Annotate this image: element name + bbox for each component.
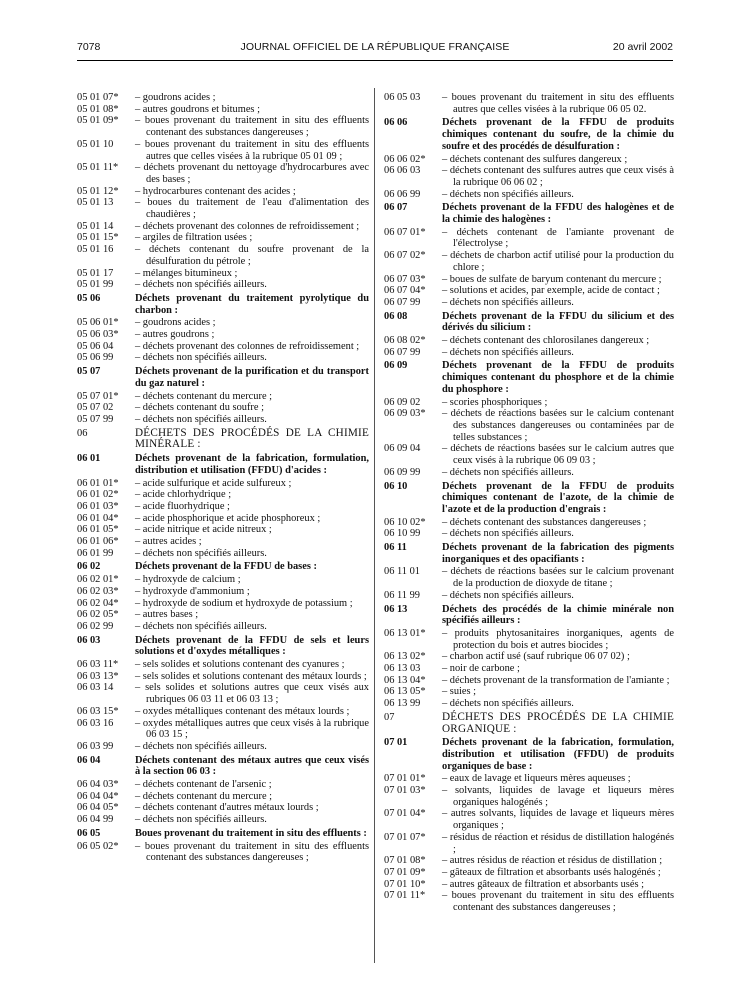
waste-entry [77,489,369,501]
waste-code: 07 01 08* [384,855,426,867]
waste-description: – déchets contenant de l'arsenic ; [135,779,272,791]
waste-code: 06 13 03 [384,663,421,675]
waste-description: – hydroxyde de calcium ; [135,574,241,586]
waste-code: 06 06 [384,117,408,129]
waste-description: Déchets provenant de la FFDU des halogènes et de la chimie des halogènes : [442,202,674,226]
waste-code: 06 01 03* [77,500,119,512]
waste-code: 06 10 02* [384,516,426,528]
waste-description: – hydroxyde d'ammonium ; [135,585,250,597]
left-column [77,92,369,864]
waste-description: – boues provenant du traitement in situ des effluents contenant des substances dangereuses ; [135,840,369,864]
waste-code: 06 05 [77,827,101,839]
waste-code: 06 04 03* [77,779,119,791]
waste-code: 06 02 [77,561,101,573]
waste-code: 06 01 04* [77,512,119,524]
waste-code: 07 [384,711,395,723]
waste-code: 05 01 10 [77,138,114,150]
waste-code: 05 06 03* [77,329,119,341]
waste-code: 06 07 02* [384,250,426,262]
waste-code: 06 11 01 [384,566,420,578]
column-separator [374,88,375,963]
waste-description: – autres bases ; [135,609,199,621]
waste-code: 06 13 99 [384,698,421,710]
waste-entry [384,808,674,831]
publication-date: 20 avril 2002 [612,41,673,53]
section-entry [77,561,369,573]
waste-description: – déchets non spécifiés ailleurs. [442,589,574,601]
waste-code: 05 06 [77,292,101,304]
waste-description: – déchets non spécifiés ailleurs. [442,528,574,540]
waste-entry [384,785,674,808]
waste-code: 06 10 99 [384,528,421,540]
waste-entry [77,104,369,116]
waste-entry [384,773,674,785]
waste-description: – suies ; [442,686,477,698]
waste-description: – acide fluorhydrique ; [135,500,230,512]
waste-code: 05 06 01* [77,317,119,329]
waste-entry [384,651,674,663]
waste-code: 06 01 01* [77,477,119,489]
waste-description: Déchets provenant de la FFDU de produits chimiques contenant de l'azote, de la chimie de l'azote et de la production d'engrais : [442,480,674,515]
waste-entry [77,598,369,610]
waste-code: 06 03 [77,634,101,646]
waste-description: – déchets non spécifiés ailleurs. [135,814,267,826]
waste-entry [77,671,369,683]
waste-entry [384,566,674,589]
waste-code: 05 01 99 [77,279,114,291]
waste-entry [384,397,674,409]
waste-code: 06 06 03 [384,165,421,177]
waste-entry [77,341,369,353]
waste-description: – déchets contenant des sulfures autres que ceux visés à la rubrique 06 06 02 ; [442,165,674,188]
waste-description: – autres gâteaux de filtration et absorbants usés ; [442,878,644,890]
section-entry [384,542,674,565]
waste-description: – déchets contenant du mercure ; [135,390,273,402]
waste-description: – déchets contenant des sulfures dangereux ; [442,153,628,165]
waste-description: – mélanges bitumineux ; [135,267,238,279]
section-entry [384,360,674,395]
waste-entry [77,414,369,426]
waste-code: 06 08 [384,310,408,322]
waste-entry [384,517,674,529]
waste-entry [384,189,674,201]
waste-code: 06 05 03 [384,92,421,103]
waste-code: 05 07 01* [77,390,119,402]
waste-description: Déchets contenant des métaux autres que ceux visés à la section 06 03 : [135,754,369,778]
waste-description: – déchets non spécifiés ailleurs. [135,620,267,632]
waste-entry [77,802,369,814]
waste-entry [77,548,369,560]
waste-entry [77,621,369,633]
waste-entry [384,408,674,443]
waste-code: 06 02 01* [77,574,119,586]
waste-entry [384,590,674,602]
waste-description: – déchets non spécifiés ailleurs. [442,188,574,200]
waste-description: – déchets provenant du nettoyage d'hydrocarbures avec des bases ; [135,162,369,185]
waste-code: 06 09 03* [384,408,426,420]
waste-description: Déchets provenant de la FFDU de produits chimiques contenant du phosphore et de la chimie du phosphore : [442,360,674,395]
waste-code: 06 11 99 [384,589,420,601]
section-entry [384,481,674,516]
waste-description: Déchets provenant de la fabrication des pigments inorganiques et des opacifiants : [442,542,674,565]
waste-code: 06 09 02 [384,396,421,408]
waste-description: Déchets provenant de la fabrication, formulation, distribution et utilisation (FFDU) d'acides : [135,453,369,476]
waste-description: – résidus de réaction et résidus de distillation halogénés ; [442,831,674,855]
waste-entry [384,698,674,710]
waste-description: Boues provenant du traitement in situ des effluents : [135,827,367,839]
waste-description: – déchets non spécifiés ailleurs. [135,352,267,364]
waste-description: – argiles de filtration usées ; [135,232,253,244]
waste-entry [77,139,369,162]
waste-code: 07 01 09* [384,867,426,878]
waste-code: 05 01 15* [77,232,119,244]
waste-code: 06 13 01* [384,627,426,639]
waste-code: 06 02 04* [77,597,119,609]
waste-description: – eaux de lavage et liqueurs mères aqueuses ; [442,773,631,785]
waste-description: – déchets contenant des chlorosilanes dangereux ; [442,335,650,347]
waste-code: 05 07 02 [77,402,114,414]
waste-description: – sels solides et solutions contenant des métaux lourds ; [135,670,367,682]
waste-entry [77,659,369,671]
waste-description: – déchets contenant des substances dangereuses ; [442,516,647,528]
waste-description: – déchets non spécifiés ailleurs. [442,466,574,478]
waste-code: 07 01 10* [384,878,426,890]
section-entry [384,117,674,152]
waste-code: 06 03 11* [77,659,119,671]
waste-code: 05 01 07* [77,92,119,103]
right-column [384,92,674,914]
waste-description: – déchets de réactions basées sur le calcium autres que ceux visés à la rubrique 06 09 03 ; [442,443,674,467]
waste-description: – déchets non spécifiés ailleurs. [442,346,574,358]
waste-code: 05 01 16 [77,244,114,256]
waste-entry [77,524,369,536]
section-entry [77,366,369,389]
waste-entry [77,232,369,244]
waste-entry [77,279,369,291]
waste-entry [384,154,674,166]
section-entry [77,293,369,316]
waste-entry [384,92,674,115]
waste-entry [77,814,369,826]
waste-code: 06 04 04* [77,790,119,802]
waste-code: 05 07 [77,366,101,378]
header-rule [77,60,673,61]
waste-description: – déchets contenant d'autres métaux lourds ; [135,802,319,814]
waste-code: 06 01 05* [77,524,119,536]
waste-description: – déchets contenant du soufre provenant de la désulfuration du pétrole ; [135,244,369,267]
waste-description: – déchets de charbon actif utilisé pour la production du chlore ; [442,250,674,273]
waste-entry [77,186,369,198]
waste-code: 05 01 11* [77,162,119,174]
waste-code: 07 01 11* [384,890,426,902]
waste-code: 06 01 06* [77,536,119,548]
waste-description: – boues provenant du traitement in situ des effluents contenant des substances dangereuses ; [442,890,674,914]
waste-entry [384,528,674,540]
waste-code: 07 01 01* [384,773,426,785]
waste-entry [77,317,369,329]
waste-code: 06 07 03* [384,273,426,285]
waste-code: 06 07 01* [384,226,426,238]
waste-description: Déchets provenant de la purification et du transport du gaz naturel : [135,366,369,389]
waste-entry [384,285,674,297]
waste-code: 06 03 15* [77,705,119,717]
section-entry [77,635,369,658]
waste-code: 06 [77,427,88,439]
waste-description: – déchets contenant du soufre ; [135,402,264,414]
waste-description: – déchets contenant de l'amiante provenant de l'électrolyse ; [442,226,674,250]
waste-description: Déchets provenant de la FFDU de sels et leurs solutions et d'oxydes métalliques : [135,634,369,658]
waste-description: Déchets provenant de la fabrication, formulation, distribution et utilisation (FFDU) de produits organiques de base : [442,737,674,772]
waste-entry [77,268,369,280]
chapter-entry [384,712,674,735]
waste-code: 06 06 99 [384,188,421,200]
waste-entry [384,165,674,188]
waste-description: – oxydes métalliques autres que ceux visés à la rubrique 06 03 15 ; [135,717,369,741]
waste-entry [384,628,674,651]
waste-entry [77,741,369,753]
waste-description: – déchets non spécifiés ailleurs. [442,698,574,710]
waste-description: – déchets provenant des colonnes de refroidissement ; [135,220,360,232]
waste-entry [77,402,369,414]
waste-code: 07 01 [384,737,408,749]
waste-code: 05 01 13 [77,197,114,209]
waste-code: 06 13 04* [384,674,426,686]
waste-code: 07 01 07* [384,831,426,843]
waste-entry [384,227,674,250]
waste-description: – autres résidus de réaction et résidus de distillation ; [442,855,663,867]
waste-code: 07 01 04* [384,808,426,820]
waste-description: – acide chlorhydrique ; [135,489,232,501]
waste-entry [77,706,369,718]
waste-description: – boues du traitement de l'eau d'alimentation des chaudières ; [135,197,369,221]
waste-description: DÉCHETS DES PROCÉDÉS DE LA CHIMIE MINÉRALE : [135,426,369,451]
waste-entry [77,478,369,490]
waste-description: – déchets contenant du mercure ; [135,790,273,802]
waste-entry [77,718,369,741]
waste-description: – solvants, liquides de lavage et liqueurs mères organiques halogénés ; [442,785,674,808]
waste-entry [384,250,674,273]
waste-entry [77,586,369,598]
waste-entry [77,162,369,185]
waste-code: 06 02 03* [77,585,119,597]
waste-description: – déchets provenant de la transformation de l'amiante ; [442,674,670,686]
waste-description: – sels solides et solutions autres que ceux visés aux rubriques 06 03 11 et 06 03 13 ; [135,682,369,706]
waste-description: – déchets non spécifiés ailleurs. [135,740,267,752]
waste-code: 06 10 [384,480,408,492]
waste-entry [384,663,674,675]
page-header [77,41,673,57]
waste-description: DÉCHETS DES PROCÉDÉS DE LA CHIMIE ORGANIQUE : [442,710,674,735]
waste-entry [77,197,369,220]
waste-entry [384,274,674,286]
waste-code: 06 04 05* [77,802,119,814]
section-entry [384,604,674,627]
waste-description: – déchets de réactions basées sur le calcium provenant de la production de dioxyde de titane ; [442,566,674,590]
page-number: 7078 [77,41,101,53]
waste-description: – gâteaux de filtration et absorbants usés halogénés ; [442,867,661,878]
waste-entry [384,675,674,687]
waste-code: 06 07 99 [384,346,421,358]
waste-code: 05 01 09* [77,115,119,127]
waste-entry [77,536,369,548]
waste-description: – acide phosphorique et acide phosphoreux ; [135,512,321,524]
waste-entry [77,501,369,513]
waste-description: – autres acides ; [135,536,202,548]
waste-description: – sels solides et solutions contenant des cyanures ; [135,659,345,671]
waste-code: 06 11 [384,542,407,554]
waste-description: – hydroxyde de sodium et hydroxyde de potassium ; [135,597,353,609]
waste-entry [77,221,369,233]
section-entry [77,828,369,840]
waste-code: 06 02 99 [77,620,114,632]
waste-description: – boues provenant du traitement in situ des effluents contenant des substances dangereuses ; [135,115,369,139]
waste-code: 06 05 02* [77,840,119,852]
waste-code: 06 07 99 [384,296,421,308]
waste-description: Déchets provenant de la FFDU du silicium et des dérivés du silicium : [442,310,674,334]
waste-description: – déchets non spécifiés ailleurs. [135,413,267,425]
journal-title: JOURNAL OFFICIEL DE LA RÉPUBLIQUE FRANÇAISE [240,41,510,53]
waste-description: Déchets provenant du traitement pyrolytique du charbon : [135,292,369,316]
waste-code: 06 01 [77,453,101,465]
waste-entry [77,791,369,803]
waste-entry [77,391,369,403]
waste-code: 05 06 04 [77,340,114,352]
waste-code: 06 09 99 [384,466,421,478]
waste-code: 06 07 04* [384,285,426,297]
waste-description: – acide sulfurique et acide sulfureux ; [135,477,292,489]
waste-code: 06 02 05* [77,609,119,621]
waste-code: 06 08 02* [384,335,426,347]
waste-entry [77,574,369,586]
waste-description: Déchets provenant de la FFDU de produits chimiques contenant du soufre, de la chimie du soufre et des procédés de désulfuration : [442,117,674,152]
waste-entry [384,855,674,867]
waste-description: – solutions et acides, par exemple, acide de contact ; [442,285,660,297]
waste-code: 07 01 03* [384,785,426,797]
waste-code: 06 03 16 [77,717,114,729]
waste-description: – déchets non spécifiés ailleurs. [135,547,267,559]
waste-code: 05 07 99 [77,413,114,425]
waste-code: 06 06 02* [384,153,426,165]
waste-code: 06 04 [77,754,101,766]
waste-entry [77,115,369,138]
waste-description: – autres solvants, liquides de lavage et liqueurs mères organiques ; [442,808,674,832]
waste-description: – déchets non spécifiés ailleurs. [442,296,574,308]
waste-entry [77,513,369,525]
waste-entry [384,686,674,698]
waste-description: – scories phosphoriques ; [442,396,548,408]
waste-description: – noir de carbone ; [442,663,520,675]
waste-code: 06 09 04 [384,443,421,455]
waste-entry [77,682,369,705]
section-entry [384,202,674,225]
waste-description: – oxydes métalliques contenant des métaux lourds ; [135,705,350,717]
waste-code: 06 01 99 [77,547,114,559]
waste-description: – déchets provenant des colonnes de refroidissement ; [135,340,360,352]
waste-description: – acide nitrique et acide nitreux ; [135,524,272,536]
waste-description: – goudrons acides ; [135,317,216,329]
waste-code: 06 01 02* [77,489,119,501]
waste-description: – boues provenant du traitement in situ des effluents autres que celles visées à la rubrique 05 01 09 ; [135,138,369,162]
waste-code: 06 13 02* [384,651,426,663]
waste-entry [77,841,369,864]
waste-code: 06 03 13* [77,670,119,682]
chapter-entry [77,428,369,451]
waste-entry [384,879,674,891]
waste-description: – boues de sulfate de baryum contenant du mercure ; [442,273,662,285]
waste-description: Déchets provenant de la FFDU de bases : [135,561,317,573]
waste-description: – autres goudrons et bitumes ; [135,103,260,115]
waste-description: – déchets non spécifiés ailleurs. [135,279,267,291]
waste-entry [384,832,674,855]
waste-entry [384,347,674,359]
waste-entry [77,329,369,341]
waste-description: – produits phytosanitaires inorganiques, agents de protection du bois et autres biocides ; [442,627,674,651]
waste-description: Déchets des procédés de la chimie minérale non spécifiés ailleurs : [442,603,674,627]
waste-entry [384,443,674,466]
waste-description: – charbon actif usé (sauf rubrique 06 07 02) ; [442,651,630,663]
waste-code: 05 01 08* [77,103,119,115]
waste-entry [77,244,369,267]
waste-entry [77,92,369,104]
waste-entry [77,352,369,364]
waste-entry [384,467,674,479]
waste-code: 05 01 17 [77,267,114,279]
waste-description: – boues provenant du traitement in situ des effluents autres que celles visées à la rubrique 06 05 02. [442,92,674,115]
waste-description: – goudrons acides ; [135,92,216,103]
waste-description: – déchets de réactions basées sur le calcium contenant des substances dangereuses ou contaminées par de telles substances ; [442,408,674,443]
waste-code: 05 06 99 [77,352,114,364]
waste-code: 05 01 14 [77,220,114,232]
section-entry [384,737,674,772]
section-entry [384,311,674,334]
waste-code: 06 07 [384,202,408,214]
waste-code: 06 03 99 [77,740,114,752]
waste-code: 06 04 99 [77,814,114,826]
waste-entry [384,890,674,913]
waste-entry [384,297,674,309]
waste-description: – hydrocarbures contenant des acides ; [135,185,296,197]
waste-description: – autres goudrons ; [135,329,215,341]
waste-code: 05 01 12* [77,185,119,197]
section-entry [77,453,369,476]
waste-entry [77,779,369,791]
waste-code: 06 13 05* [384,686,426,698]
waste-code: 06 03 14 [77,682,114,694]
section-entry [77,755,369,778]
waste-entry [77,609,369,621]
waste-entry [384,335,674,347]
waste-code: 06 09 [384,360,408,372]
waste-entry [384,867,674,879]
waste-code: 06 13 [384,603,408,615]
